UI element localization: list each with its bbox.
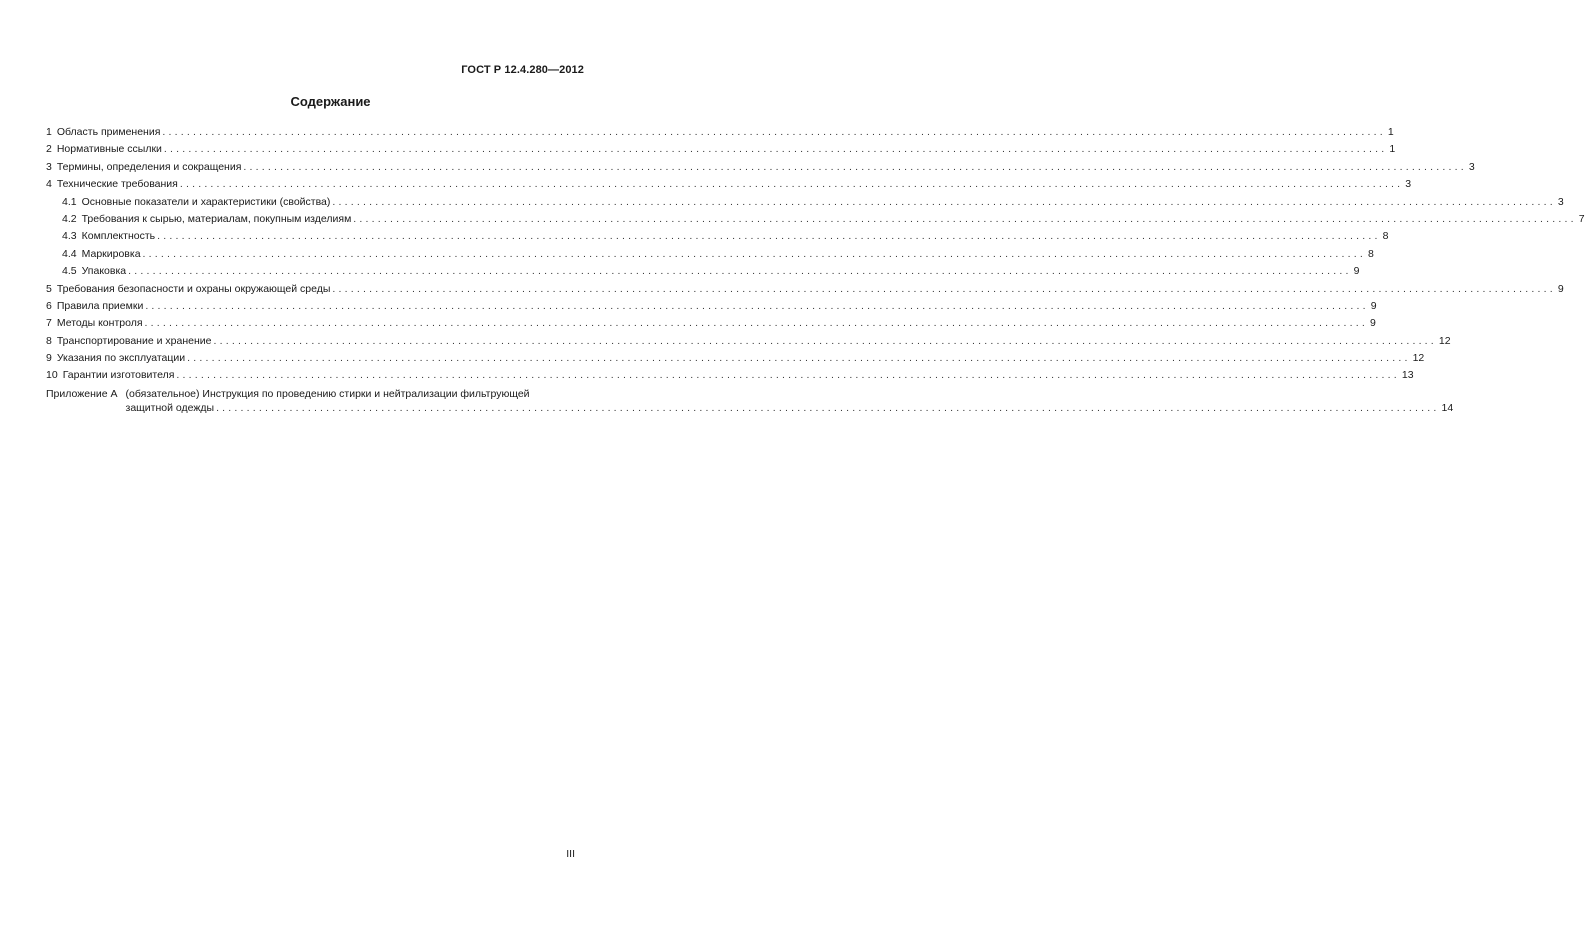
- toc-list: [46, 124, 1585, 385]
- toc-entry[interactable]: [46, 350, 1425, 367]
- toc-entry-title: Основные показатели и характеристики (свойства): [81, 195, 331, 208]
- dot-leader: ........................................................................................................................................................................................................: [332, 282, 1556, 295]
- toc-entry-page: 1: [1389, 143, 1396, 156]
- appendix-title-line2: [126, 401, 1454, 415]
- dot-leader: ........................................................................................................................................................................................................: [162, 126, 1386, 138]
- dot-leader: ........................................................................................................................................................................................................: [142, 247, 1366, 260]
- dot-leader: ........................................................................................................................................................................................................: [144, 317, 1368, 330]
- toc-entry-page: 8: [1368, 247, 1374, 260]
- toc-entry-page: 8: [1382, 230, 1389, 243]
- toc-entry-page: 9: [1557, 282, 1564, 295]
- appendix-body: [126, 387, 1454, 415]
- dot-leader: ........................................................................................................................................................................................................: [243, 160, 1467, 173]
- toc-entry-title: Комплектность: [81, 230, 156, 243]
- toc-entry-number: 4.2: [62, 212, 77, 225]
- dot-leader: ........................................................................................................................................................................................................: [216, 401, 1440, 414]
- toc-entry-title: Методы контроля: [56, 317, 143, 330]
- toc-entry[interactable]: [46, 315, 1376, 332]
- table-of-contents: [46, 124, 1585, 415]
- toc-entry-number: 6: [46, 299, 52, 312]
- toc-entry[interactable]: [46, 228, 1389, 245]
- toc-entry-title: Транспортирование и хранение: [56, 334, 212, 347]
- dot-leader: ........................................................................................................................................................................................................: [176, 369, 1400, 382]
- toc-entry[interactable]: [46, 176, 1412, 193]
- toc-entry-title: Упаковка: [81, 265, 127, 278]
- toc-entry-page: 7: [1578, 212, 1585, 225]
- appendix-title-line2-text: защитной одежды: [125, 401, 215, 414]
- toc-entry-page: 9: [1353, 265, 1360, 278]
- appendix-label: Приложение А: [46, 387, 118, 400]
- toc-entry-page: 12: [1438, 334, 1451, 347]
- toc-entry-number: 3: [46, 160, 52, 173]
- toc-entry-title: Требования безопасности и охраны окружающей среды: [56, 282, 331, 295]
- toc-entry-title: Нормативные ссылки: [56, 143, 162, 156]
- toc-entry[interactable]: [46, 211, 1585, 228]
- toc-entry[interactable]: [46, 263, 1360, 280]
- toc-entry-number: 4.1: [62, 195, 77, 208]
- toc-entry-number: 1: [46, 126, 52, 138]
- toc-entry[interactable]: [46, 367, 1414, 384]
- toc-entry-title: Термины, определения и сокращения: [56, 160, 242, 173]
- toc-entry-number: 8: [46, 334, 52, 347]
- toc-entry-number: 4.4: [62, 247, 77, 260]
- toc-entry-title: Правила приемки: [56, 299, 144, 312]
- dot-leader: ........................................................................................................................................................................................................: [353, 212, 1577, 225]
- dot-leader: ........................................................................................................................................................................................................: [145, 299, 1369, 312]
- toc-entry[interactable]: [46, 246, 1374, 263]
- toc-entry-page: 12: [1412, 352, 1425, 365]
- toc-entry[interactable]: [46, 281, 1564, 298]
- toc-entry-number: 7: [46, 317, 52, 330]
- toc-entry[interactable]: [46, 333, 1451, 350]
- toc-title: Содержание: [290, 94, 371, 109]
- toc-entry[interactable]: [46, 194, 1564, 211]
- toc-entry-page: 3: [1557, 195, 1564, 208]
- toc-appendix-entry[interactable]: [46, 387, 1454, 415]
- toc-entry[interactable]: [46, 298, 1377, 315]
- dot-leader: ........................................................................................................................................................................................................: [213, 334, 1437, 347]
- toc-entry-page: 13: [1401, 369, 1414, 382]
- toc-entry-number: 4: [46, 178, 52, 191]
- toc-entry-number: 2: [46, 143, 52, 156]
- toc-entry-title: Область применения: [56, 126, 161, 138]
- dot-leader: ........................................................................................................................................................................................................: [187, 352, 1411, 365]
- toc-entry-number: 9: [46, 352, 52, 365]
- toc-entry-number: 4.3: [62, 230, 77, 243]
- dot-leader: ........................................................................................................................................................................................................: [179, 178, 1404, 191]
- toc-entry[interactable]: [46, 159, 1475, 176]
- toc-entry-page: 1: [1387, 126, 1394, 138]
- dot-leader: ........................................................................................................................................................................................................: [128, 265, 1352, 278]
- document-code: ГОСТ Р 12.4.280—2012: [461, 64, 584, 76]
- toc-entry[interactable]: [46, 124, 1394, 141]
- toc-entry-title: Гарантии изготовителя: [62, 369, 175, 382]
- toc-entry-title: Маркировка: [81, 247, 141, 260]
- toc-entry-page: 3: [1468, 160, 1475, 173]
- toc-entry-number: 10: [46, 369, 58, 382]
- dot-leader: ........................................................................................................................................................................................................: [157, 230, 1381, 243]
- toc-entry-page: 9: [1370, 299, 1377, 312]
- toc-entry-number: 5: [46, 282, 52, 295]
- toc-entry-page: 3: [1405, 178, 1412, 191]
- toc-entry-title: Указания по эксплуатации: [56, 352, 186, 365]
- appendix-page-number: 14: [1441, 401, 1454, 414]
- appendix-title-line1: (обязательное) Инструкция по проведению стирки и нейтрализации фильтрующей: [125, 387, 530, 400]
- dot-leader: ........................................................................................................................................................................................................: [332, 195, 1556, 208]
- toc-entry-page: 9: [1369, 317, 1376, 330]
- toc-entry[interactable]: [46, 141, 1396, 158]
- dot-leader: ........................................................................................................................................................................................................: [163, 143, 1388, 156]
- toc-entry-title: Технические требования: [56, 178, 178, 191]
- toc-entry-number: 4.5: [62, 265, 77, 278]
- page-number: III: [566, 848, 575, 860]
- toc-entry-title: Требования к сырью, материалам, покупным изделиям: [81, 212, 352, 225]
